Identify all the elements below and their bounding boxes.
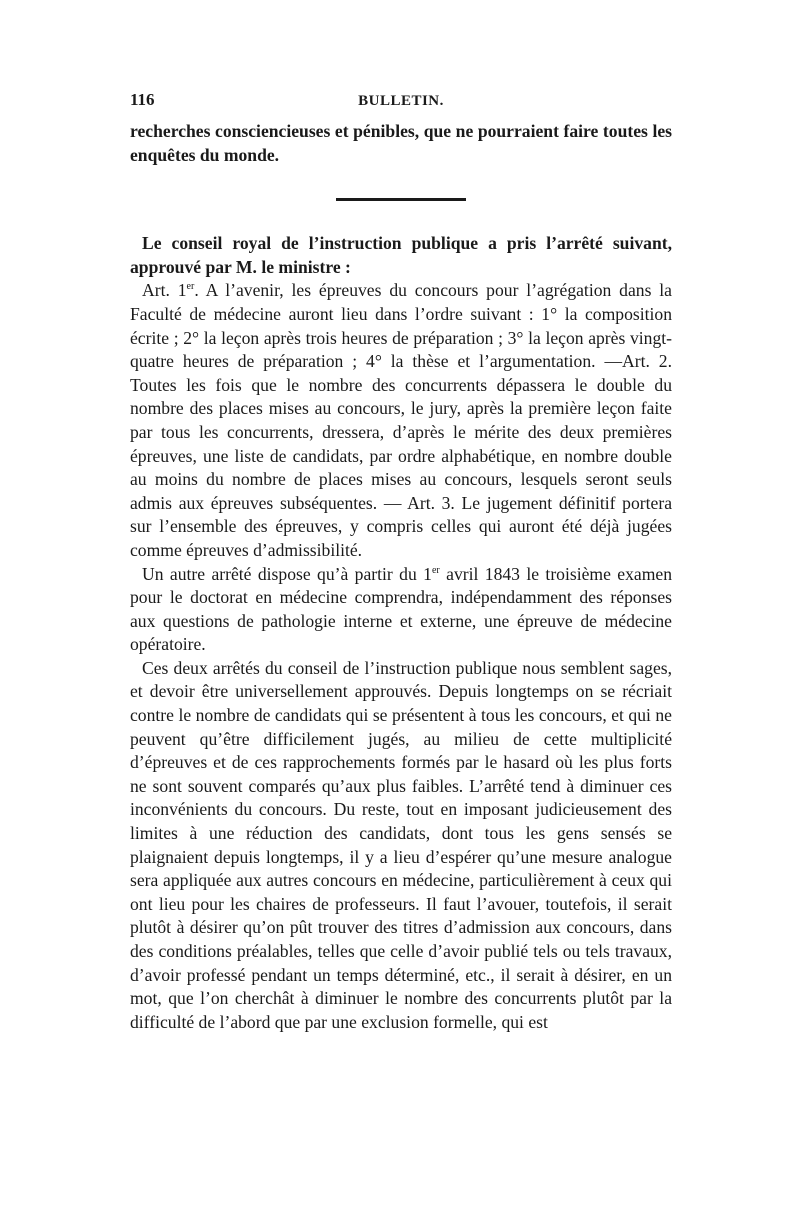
announcement-paragraph: Le conseil royal de l’instruction publique a pris l’arrêté suivant, approuvé par M. le ministre : — [130, 233, 672, 277]
commentary-paragraph: Ces deux arrêtés du conseil de l’instruction publique nous semblent sages, et devoir être universellement approuvés. Depuis longtemps on se récriait contre le nombre de candidats qui se présentent à tous les concours, et qui ne peuvent qu’être difficilement jugés, au milieu de cette multiplicité d’épreuves et de ces rapprochements formés par le hasard où les plus forts ne sont souvent comparés qu’aux plus faibles. L’arrêté tend à diminuer ces inconvénients du concours. Du reste, tout en imposant judicieusement des limites à une réduction des candidats, dont tous les gens sensés se plaignaient depuis longtemps, il y a lieu d’espérer qu’une mesure analogue sera appliquée aux autres concours en médecine, particulièrement à ceux qui ont lieu pour les chaires de professeurs. Il faut l’avouer, toutefois, il serait plutôt à désirer qu’on pût trouver des titres d’admission aux concours, dans des conditions préalables, telles que celle d’avoir publié tels ou tels travaux, d’avoir professé pendant un temps déterminé, etc., il serait à désirer, en un mot, que l’on cherchât à diminuer le nombre des concurrents plutôt par la difficulté de l’abord que par une exclusion formelle, qui est — [130, 657, 672, 1032]
articles-paragraph — [130, 279, 672, 562]
second-decree-after: avril 1843 le troisième examen pour le doctorat en médecine comprendra, indépendamment des réponses aux questions de pathologie interne et externe, une épreuve de médecine opératoire. — [130, 563, 672, 655]
running-title: BULLETIN. — [358, 93, 444, 109]
intro-paragraph: recherches consciencieuses et pénibles, que ne pourraient faire toutes les enquêtes du monde. — [130, 121, 672, 165]
second-decree-superscript: er — [431, 564, 440, 576]
page-number: 116 — [130, 90, 155, 109]
page-header — [130, 90, 672, 120]
second-decree-paragraph — [130, 563, 672, 657]
articles-text: . A l’avenir, les épreuves du concours pour l’agrégation dans la Faculté de médecine auront lieu dans l’ordre suivant : 1° la composition écrite ; 2° la leçon après trois heures de préparation ; 3° la leçon après vingt-quatre heures de préparation ; 4° la thèse et l’argumentation. —Art. 2. Toutes les fois que le nombre des concurrents dépassera le double du nombre des places mises au concours, le jury, après la première leçon faite par tous les concurrents, dressera, d’après le mérite des deux premières épreuves, une liste de candidats, par ordre alphabétique, en nombre double au moins du nombre de places mises au concours, lesquels seront seuls admis aux épreuves subséquentes. — Art. 3. Le jugement définitif portera sur l’ensemble des épreuves, y compris celles qui auront été déjà jugées comme épreuves d’admissibilité. — [130, 280, 672, 560]
section-divider — [336, 198, 466, 201]
second-decree-before: Un autre arrêté dispose qu’à partir du 1 — [142, 563, 432, 584]
article-1-label: Art. 1 — [142, 280, 187, 301]
page — [130, 90, 672, 1034]
article-1-superscript: er — [186, 281, 195, 293]
